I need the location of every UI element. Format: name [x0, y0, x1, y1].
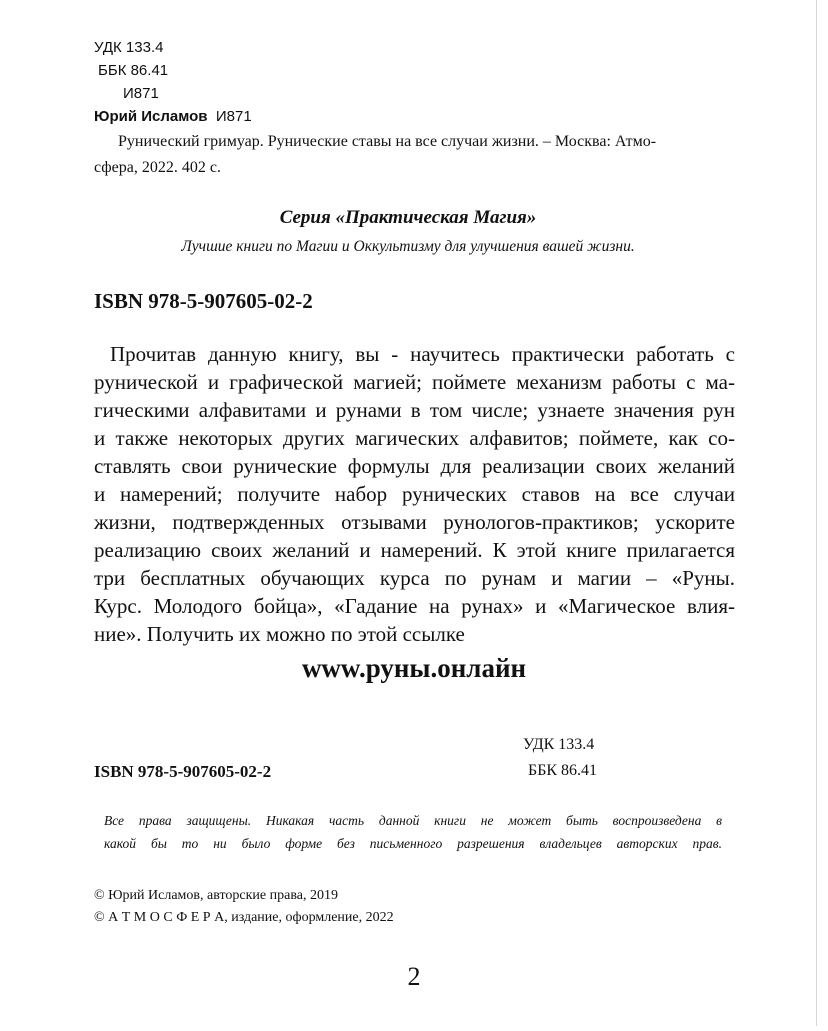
author-name: Юрий Исламов — [94, 108, 208, 125]
series-subtitle: Лучшие книги по Магии и Оккультизму для улучшения вашей жизни. — [181, 238, 635, 255]
author-line — [94, 105, 252, 128]
series-title: Серия «Практическая Магия» — [279, 207, 537, 228]
body-line: три бесплатных обучающих курса по рунам и магии – «Руны. — [94, 566, 735, 590]
body-line: ставлять свои рунические формулы для реализации своих желаний — [94, 454, 735, 478]
author-mark: И871 — [123, 85, 159, 102]
body-line: и также некоторых других магических алфавитов; поймете, как со- — [94, 426, 735, 450]
description-line-2: сфера, 2022. 402 с. — [94, 159, 221, 176]
page-number: 2 — [407, 962, 421, 991]
isbn-main: ISBN 978-5-907605-02-2 — [94, 289, 313, 313]
udk-code: УДК 133.4 — [94, 39, 164, 56]
bottom-isbn: ISBN 978-5-907605-02-2 — [94, 762, 272, 781]
author-code: И871 — [215, 108, 252, 125]
body-line: Прочитав данную книгу, вы - научитесь практически работать с — [110, 342, 735, 366]
rights-line-1: Все права защищены. Никакая часть данной книги не может быть воспроизведена в — [104, 813, 722, 828]
copyright-author: © Юрий Исламов, авторские права, 2019 — [94, 888, 338, 903]
body-line: гическими алфавитами и рунами в том числе; узнаете значения рун — [94, 398, 735, 422]
copyright-publisher: © А Т М О С Ф Е Р А, издание, оформление, 2022 — [94, 910, 394, 925]
rights-line-2: какой бы то ни было форме без письменного разрешения владельцев авторских прав. — [104, 836, 722, 851]
bbk-code: ББК 86.41 — [98, 62, 169, 79]
body-line: рунической и графической магией; поймете механизм работы с ма- — [94, 370, 735, 394]
body-line: ние». Получить их можно по этой ссылке — [94, 622, 465, 646]
description-line-1: Рунический гримуар. Рунические ставы на все случаи жизни. – Москва: Атмо- — [118, 133, 657, 150]
website-link[interactable]: www.руны.онлайн — [301, 653, 527, 683]
bottom-bbk-code: ББК 86.41 — [528, 762, 598, 779]
body-line: жизни, подтвержденных отзывами рунологов-практиков; ускорите — [94, 510, 735, 534]
body-line: Курс. Молодого бойца», «Гадание на рунах» и «Магическое влия- — [94, 594, 735, 618]
bottom-udk-code: УДК 133.4 — [523, 736, 595, 753]
body-line: реализацию своих желаний и намерений. К этой книге прилагается — [94, 538, 735, 562]
body-line: и намерений; получите набор рунических ставов на все случаи — [94, 482, 735, 506]
